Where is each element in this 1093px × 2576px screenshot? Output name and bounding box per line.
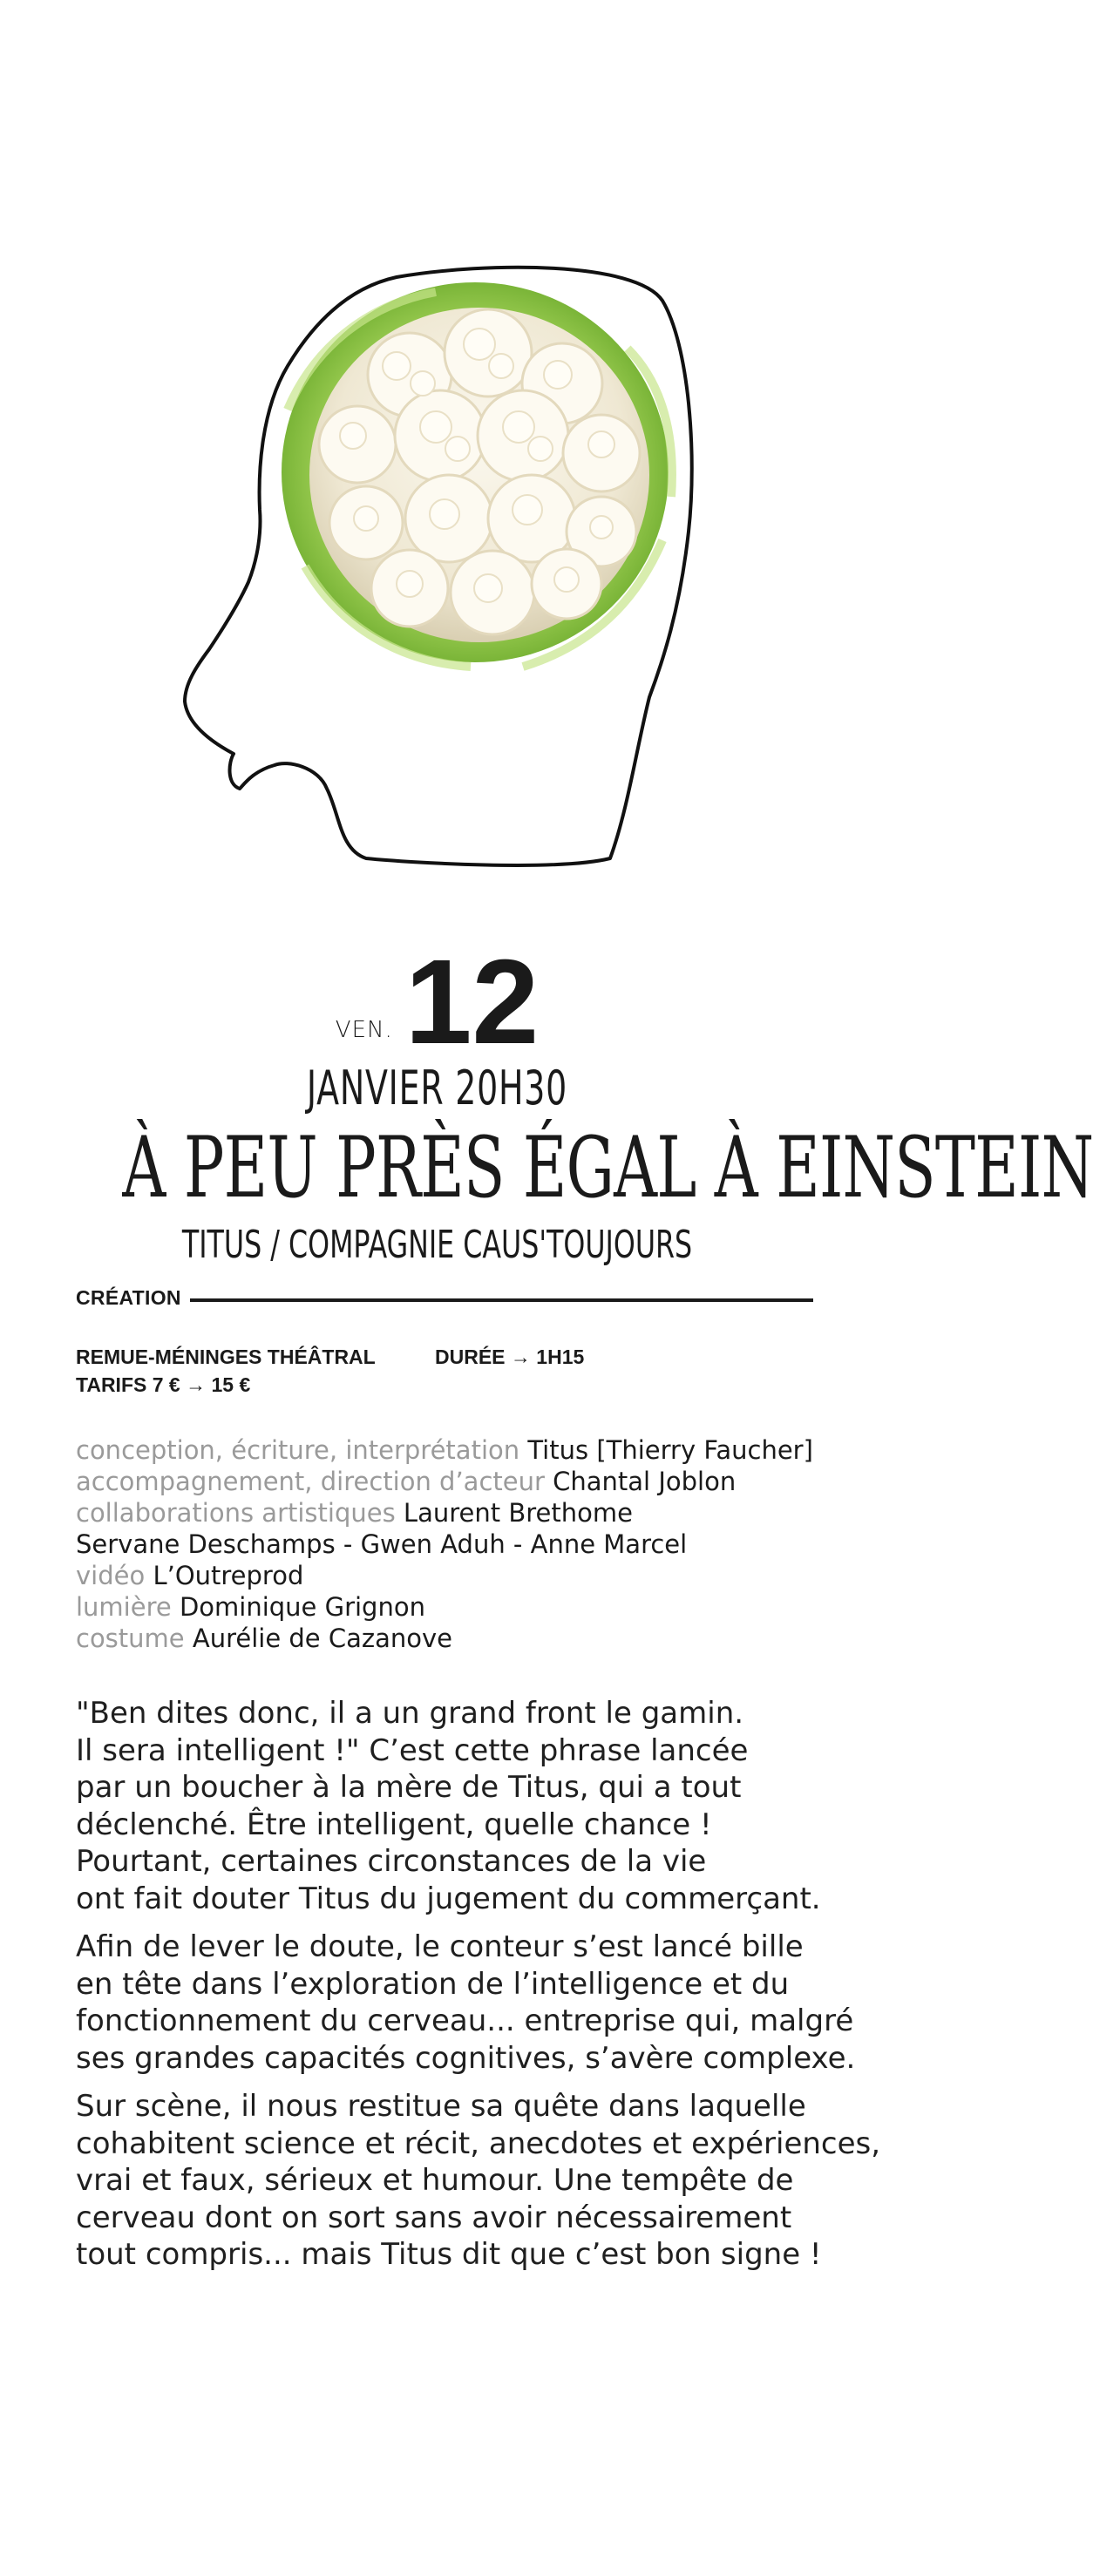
credit-role: lumière [76, 1592, 172, 1622]
divider-rule [190, 1298, 813, 1302]
text-line: cerveau dont on sort sans avoir nécessairement [76, 2200, 792, 2235]
month-time: JANVIER 20H30 [306, 1061, 568, 1115]
text-line: vrai et faux, sérieux et humour. Une tempête de [76, 2163, 794, 2198]
show-title: À PEU PRÈS ÉGAL À EINSTEIN [122, 1119, 1093, 1217]
event-header [0, 935, 1093, 1270]
text-line: fonctionnement du cerveau... entreprise qui, malgré [76, 2003, 854, 2038]
credit-name: Servane Deschamps - Gwen Aduh - Anne Marcel [76, 1529, 688, 1559]
text-line: tout compris... mais Titus dit que c’est bon signe ! [76, 2237, 822, 2272]
day-number: 12 [404, 935, 540, 1069]
credit-line [76, 1466, 813, 1497]
text-line: par un boucher à la mère de Titus, qui a tout [76, 1770, 742, 1805]
text-line: déclenché. Être intelligent, quelle chance ! [76, 1807, 712, 1842]
company-name: TITUS / COMPAGNIE CAUS'TOUJOURS [181, 1223, 693, 1267]
text-line: cohabitent science et récit, anecdotes et expériences, [76, 2125, 881, 2161]
paragraph [76, 1695, 843, 1917]
show-info [76, 1343, 584, 1399]
prices: TARIFS 7 € → 15 € [76, 1373, 251, 1396]
duration: DURÉE → 1H15 [435, 1346, 585, 1368]
paragraph [76, 1929, 856, 2077]
text-line: Sur scène, il nous restitue sa quête dans laquelle [76, 2089, 806, 2124]
credit-name: Titus [Thierry Faucher] [527, 1435, 813, 1465]
credit-line [76, 1560, 813, 1591]
text-line: Afin de lever le doute, le conteur s’est lancé bille [76, 1929, 804, 1964]
date-row [0, 935, 874, 1069]
text-line: ses grandes capacités cognitives, s’avère complexe. [76, 2040, 856, 2076]
creation-row [76, 1286, 813, 1310]
credit-role: vidéo [76, 1561, 146, 1590]
credit-line [76, 1434, 813, 1466]
credit-role: collaborations artistiques [76, 1498, 396, 1528]
credit-name: Chantal Joblon [553, 1467, 737, 1496]
text-line: Pourtant, certaines circonstances de la vie [76, 1844, 707, 1879]
credit-name: Aurélie de Cazanove [192, 1624, 452, 1653]
credit-line [76, 1497, 813, 1529]
text-line: en tête dans l’exploration de l’intelligence et du [76, 1966, 790, 2002]
credit-line [76, 1623, 813, 1654]
text-line: "Ben dites donc, il a un grand front le gamin. [76, 1696, 744, 1731]
credit-name: Dominique Grignon [179, 1592, 425, 1622]
paragraph [76, 2088, 881, 2274]
credit-role: accompagnement, direction d’acteur [76, 1467, 545, 1496]
credit-name: Laurent Brethome [403, 1498, 633, 1528]
credit-line [76, 1529, 813, 1560]
genre: REMUE-MÉNINGES THÉÂTRAL [76, 1346, 376, 1368]
credit-line [76, 1591, 813, 1623]
credits-list [76, 1434, 813, 1654]
text-line: Il sera intelligent !" C’est cette phrase lancée [76, 1732, 749, 1768]
credit-role: conception, écriture, interprétation [76, 1435, 520, 1465]
creation-label: CRÉATION [76, 1286, 181, 1309]
credit-role: costume [76, 1624, 185, 1653]
text-line: ont fait douter Titus du jugement du commerçant. [76, 1881, 821, 1916]
credit-name: L’Outreprod [153, 1561, 304, 1590]
day-label: VEN. [335, 1017, 393, 1043]
cauliflower-head-illustration [0, 0, 874, 889]
description [76, 1695, 881, 2285]
